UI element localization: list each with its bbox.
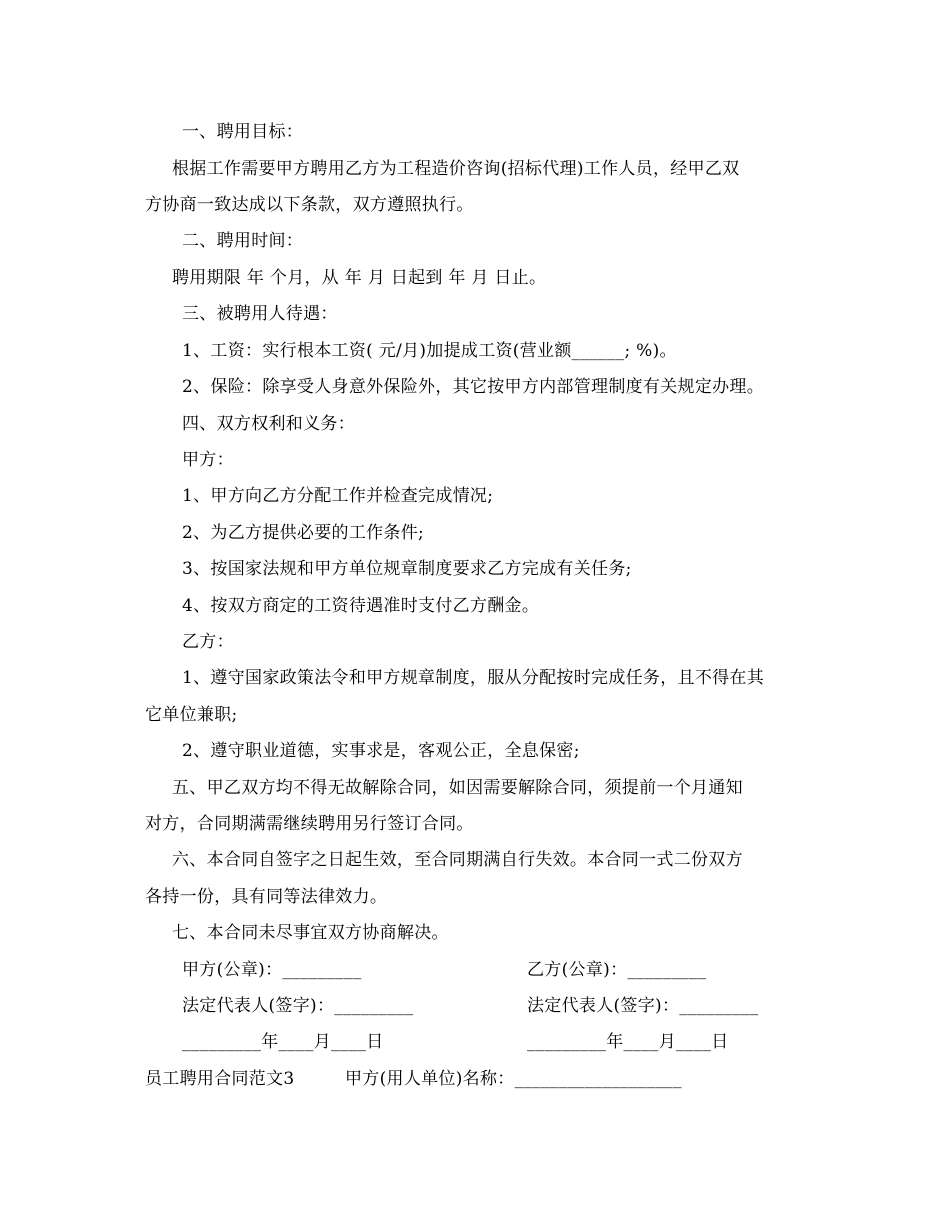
- party-b-item-2: 2、遵守职业道德，实事求是，客观公正，全息保密;: [182, 741, 580, 761]
- section-5-line-1: 五、甲乙双方均不得无故解除合同，如因需要解除合同，须提前一个月通知: [172, 778, 743, 798]
- section-5-line-2: 对方，合同期满需继续聘用另行签订合同。: [145, 814, 474, 834]
- section-2-body: 聘用期限 年 个月，从 年 月 日起到 年 月 日止。: [172, 268, 547, 288]
- section-1-body-line-2: 方协商一致达成以下条款，双方遵照执行。: [145, 195, 474, 215]
- section-6-line-2: 各持一份，具有同等法律效力。: [145, 887, 388, 907]
- party-b-date-line: _________年____月____日: [527, 1032, 729, 1052]
- section-3-item-1: 1、工资：实行根本工资( 元/月)加提成工资(营业额______; %)。: [182, 341, 677, 361]
- party-a-seal-line: 甲方(公章)：_________: [182, 960, 362, 980]
- party-a-item-2: 2、为乙方提供必要的工作条件;: [182, 523, 425, 543]
- section-3-title: 三、被聘用人待遇：: [182, 304, 338, 324]
- section-6-line-1: 六、本合同自签字之日起生效，至合同期满自行失效。本合同一式二份双方: [172, 850, 743, 870]
- section-2-title: 二、聘用时间：: [182, 231, 304, 251]
- party-a-item-1: 1、甲方向乙方分配工作并检查完成情况;: [182, 486, 494, 506]
- party-a-label: 甲方：: [182, 450, 234, 470]
- section-7: 七、本合同未尽事宜双方协商解决。: [172, 923, 449, 943]
- next-contract-title: 员工聘用合同范文3: [145, 1069, 295, 1089]
- section-1-body-line-1: 根据工作需要甲方聘用乙方为工程造价咨询(招标代理)工作人员，经甲乙双: [172, 159, 740, 179]
- party-b-item-1-line-2: 它单位兼职;: [145, 705, 238, 725]
- section-3-item-2: 2、保险：除享受人身意外保险外，其它按甲方内部管理制度有关规定办理。: [182, 377, 765, 397]
- section-1-title: 一、聘用目标：: [182, 122, 304, 142]
- party-b-item-1-line-1: 1、遵守国家政策法令和甲方规章制度，服从分配按时完成任务，且不得在其: [182, 668, 765, 688]
- party-a-item-4: 4、按双方商定的工资待遇准时支付乙方酬金。: [182, 596, 540, 616]
- party-b-seal-line: 乙方(公章)：_________: [527, 960, 707, 980]
- party-a-date-line: _________年____月____日: [182, 1032, 384, 1052]
- party-b-representative-line: 法定代表人(签字)：_________: [527, 996, 759, 1016]
- next-contract-party-a-name: 甲方(用人单位)名称：___________________: [345, 1069, 682, 1089]
- section-4-title: 四、双方权利和义务：: [182, 414, 355, 434]
- party-b-label: 乙方：: [182, 632, 234, 652]
- party-a-item-3: 3、按国家法规和甲方单位规章制度要求乙方完成有关任务;: [182, 559, 632, 579]
- party-a-representative-line: 法定代表人(签字)：_________: [182, 996, 414, 1016]
